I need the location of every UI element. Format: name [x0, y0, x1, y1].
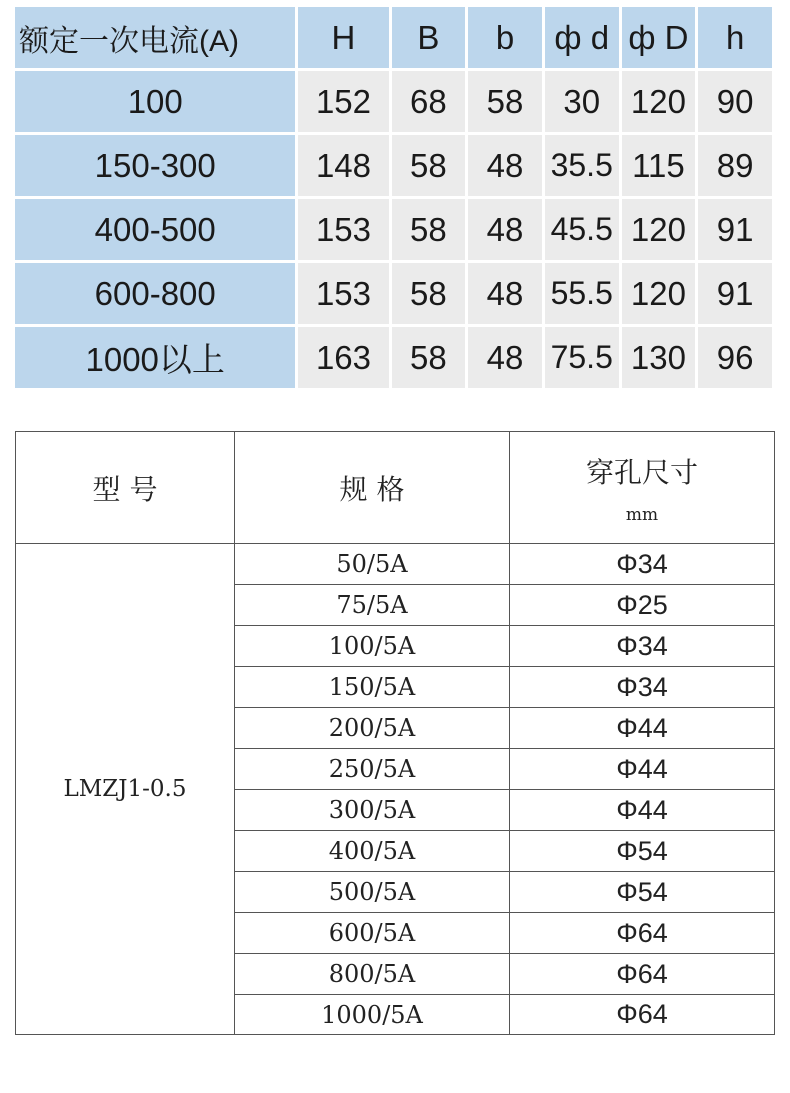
header-h: h: [698, 7, 772, 68]
value-cell: 58: [468, 71, 542, 132]
header-b: b: [468, 7, 542, 68]
value-cell: 58: [392, 263, 466, 324]
hole-size-cell: Φ64: [510, 913, 775, 954]
value-cell: 58: [392, 135, 466, 196]
value-cell: 148: [298, 135, 388, 196]
rated-current-cell: 100: [15, 71, 295, 132]
value-cell: 55.5: [545, 263, 619, 324]
header-d: ф d: [545, 7, 619, 68]
value-cell: 30: [545, 71, 619, 132]
table-row: [15, 327, 772, 388]
hole-size-cell: Φ44: [510, 708, 775, 749]
hole-size-cell: Φ44: [510, 790, 775, 831]
hole-size-cell: Φ34: [510, 667, 775, 708]
table-row: [15, 135, 772, 196]
spec-cell: 50/5A: [235, 544, 510, 585]
spec-cell: 200/5A: [235, 708, 510, 749]
value-cell: 45.5: [545, 199, 619, 260]
spec-cell: 100/5A: [235, 626, 510, 667]
table-row: [15, 71, 772, 132]
hole-size-cell: Φ54: [510, 872, 775, 913]
value-cell: 48: [468, 327, 542, 388]
value-cell: 120: [622, 71, 696, 132]
spec-cell: 800/5A: [235, 954, 510, 995]
value-cell: 152: [298, 71, 388, 132]
hole-size-cell: Φ44: [510, 749, 775, 790]
spec-header-row: [16, 432, 775, 544]
value-cell: 91: [698, 199, 772, 260]
value-cell: 91: [698, 263, 772, 324]
rated-current-cell: 600-800: [15, 263, 295, 324]
value-cell: 120: [622, 263, 696, 324]
dimensions-header-row: [15, 7, 772, 68]
header-B: B: [392, 7, 466, 68]
spec-cell: 75/5A: [235, 585, 510, 626]
table-row: [15, 263, 772, 324]
hole-size-cell: Φ64: [510, 954, 775, 995]
value-cell: 120: [622, 199, 696, 260]
value-cell: 163: [298, 327, 388, 388]
spec-cell: 600/5A: [235, 913, 510, 954]
value-cell: 35.5: [545, 135, 619, 196]
spec-cell: 500/5A: [235, 872, 510, 913]
rated-current-cell: 1000以上: [15, 327, 295, 388]
header-hole-size: [510, 432, 775, 544]
hole-size-cell: Φ25: [510, 585, 775, 626]
hole-size-cell: Φ34: [510, 544, 775, 585]
value-cell: 153: [298, 199, 388, 260]
model-cell: LMZJ1-0.5: [16, 544, 235, 1035]
hole-size-cell: Φ64: [510, 995, 775, 1035]
table-row: [15, 199, 772, 260]
header-H: H: [298, 7, 388, 68]
spec-cell: 300/5A: [235, 790, 510, 831]
table-row: [16, 544, 775, 585]
value-cell: 89: [698, 135, 772, 196]
header-spec: 规 格: [235, 432, 510, 544]
spec-cell: 400/5A: [235, 831, 510, 872]
value-cell: 48: [468, 135, 542, 196]
value-cell: 153: [298, 263, 388, 324]
value-cell: 48: [468, 263, 542, 324]
value-cell: 75.5: [545, 327, 619, 388]
value-cell: 58: [392, 327, 466, 388]
value-cell: 130: [622, 327, 696, 388]
value-cell: 96: [698, 327, 772, 388]
header-hole-size-unit: mm: [625, 504, 659, 525]
header-hole-size-label: 穿孔尺寸: [585, 455, 698, 489]
spec-cell: 1000/5A: [235, 995, 510, 1035]
header-D: ф D: [622, 7, 696, 68]
spec-cell: 250/5A: [235, 749, 510, 790]
spec-cell: 150/5A: [235, 667, 510, 708]
value-cell: 68: [392, 71, 466, 132]
hole-size-cell: Φ34: [510, 626, 775, 667]
dimensions-table: [12, 4, 775, 391]
spec-table: [15, 431, 775, 1035]
header-model: 型 号: [16, 432, 235, 544]
rated-current-cell: 150-300: [15, 135, 295, 196]
rated-current-cell: 400-500: [15, 199, 295, 260]
value-cell: 48: [468, 199, 542, 260]
value-cell: 90: [698, 71, 772, 132]
hole-size-cell: Φ54: [510, 831, 775, 872]
value-cell: 58: [392, 199, 466, 260]
header-rated-current: 额定一次电流(A): [15, 7, 295, 68]
value-cell: 115: [622, 135, 696, 196]
